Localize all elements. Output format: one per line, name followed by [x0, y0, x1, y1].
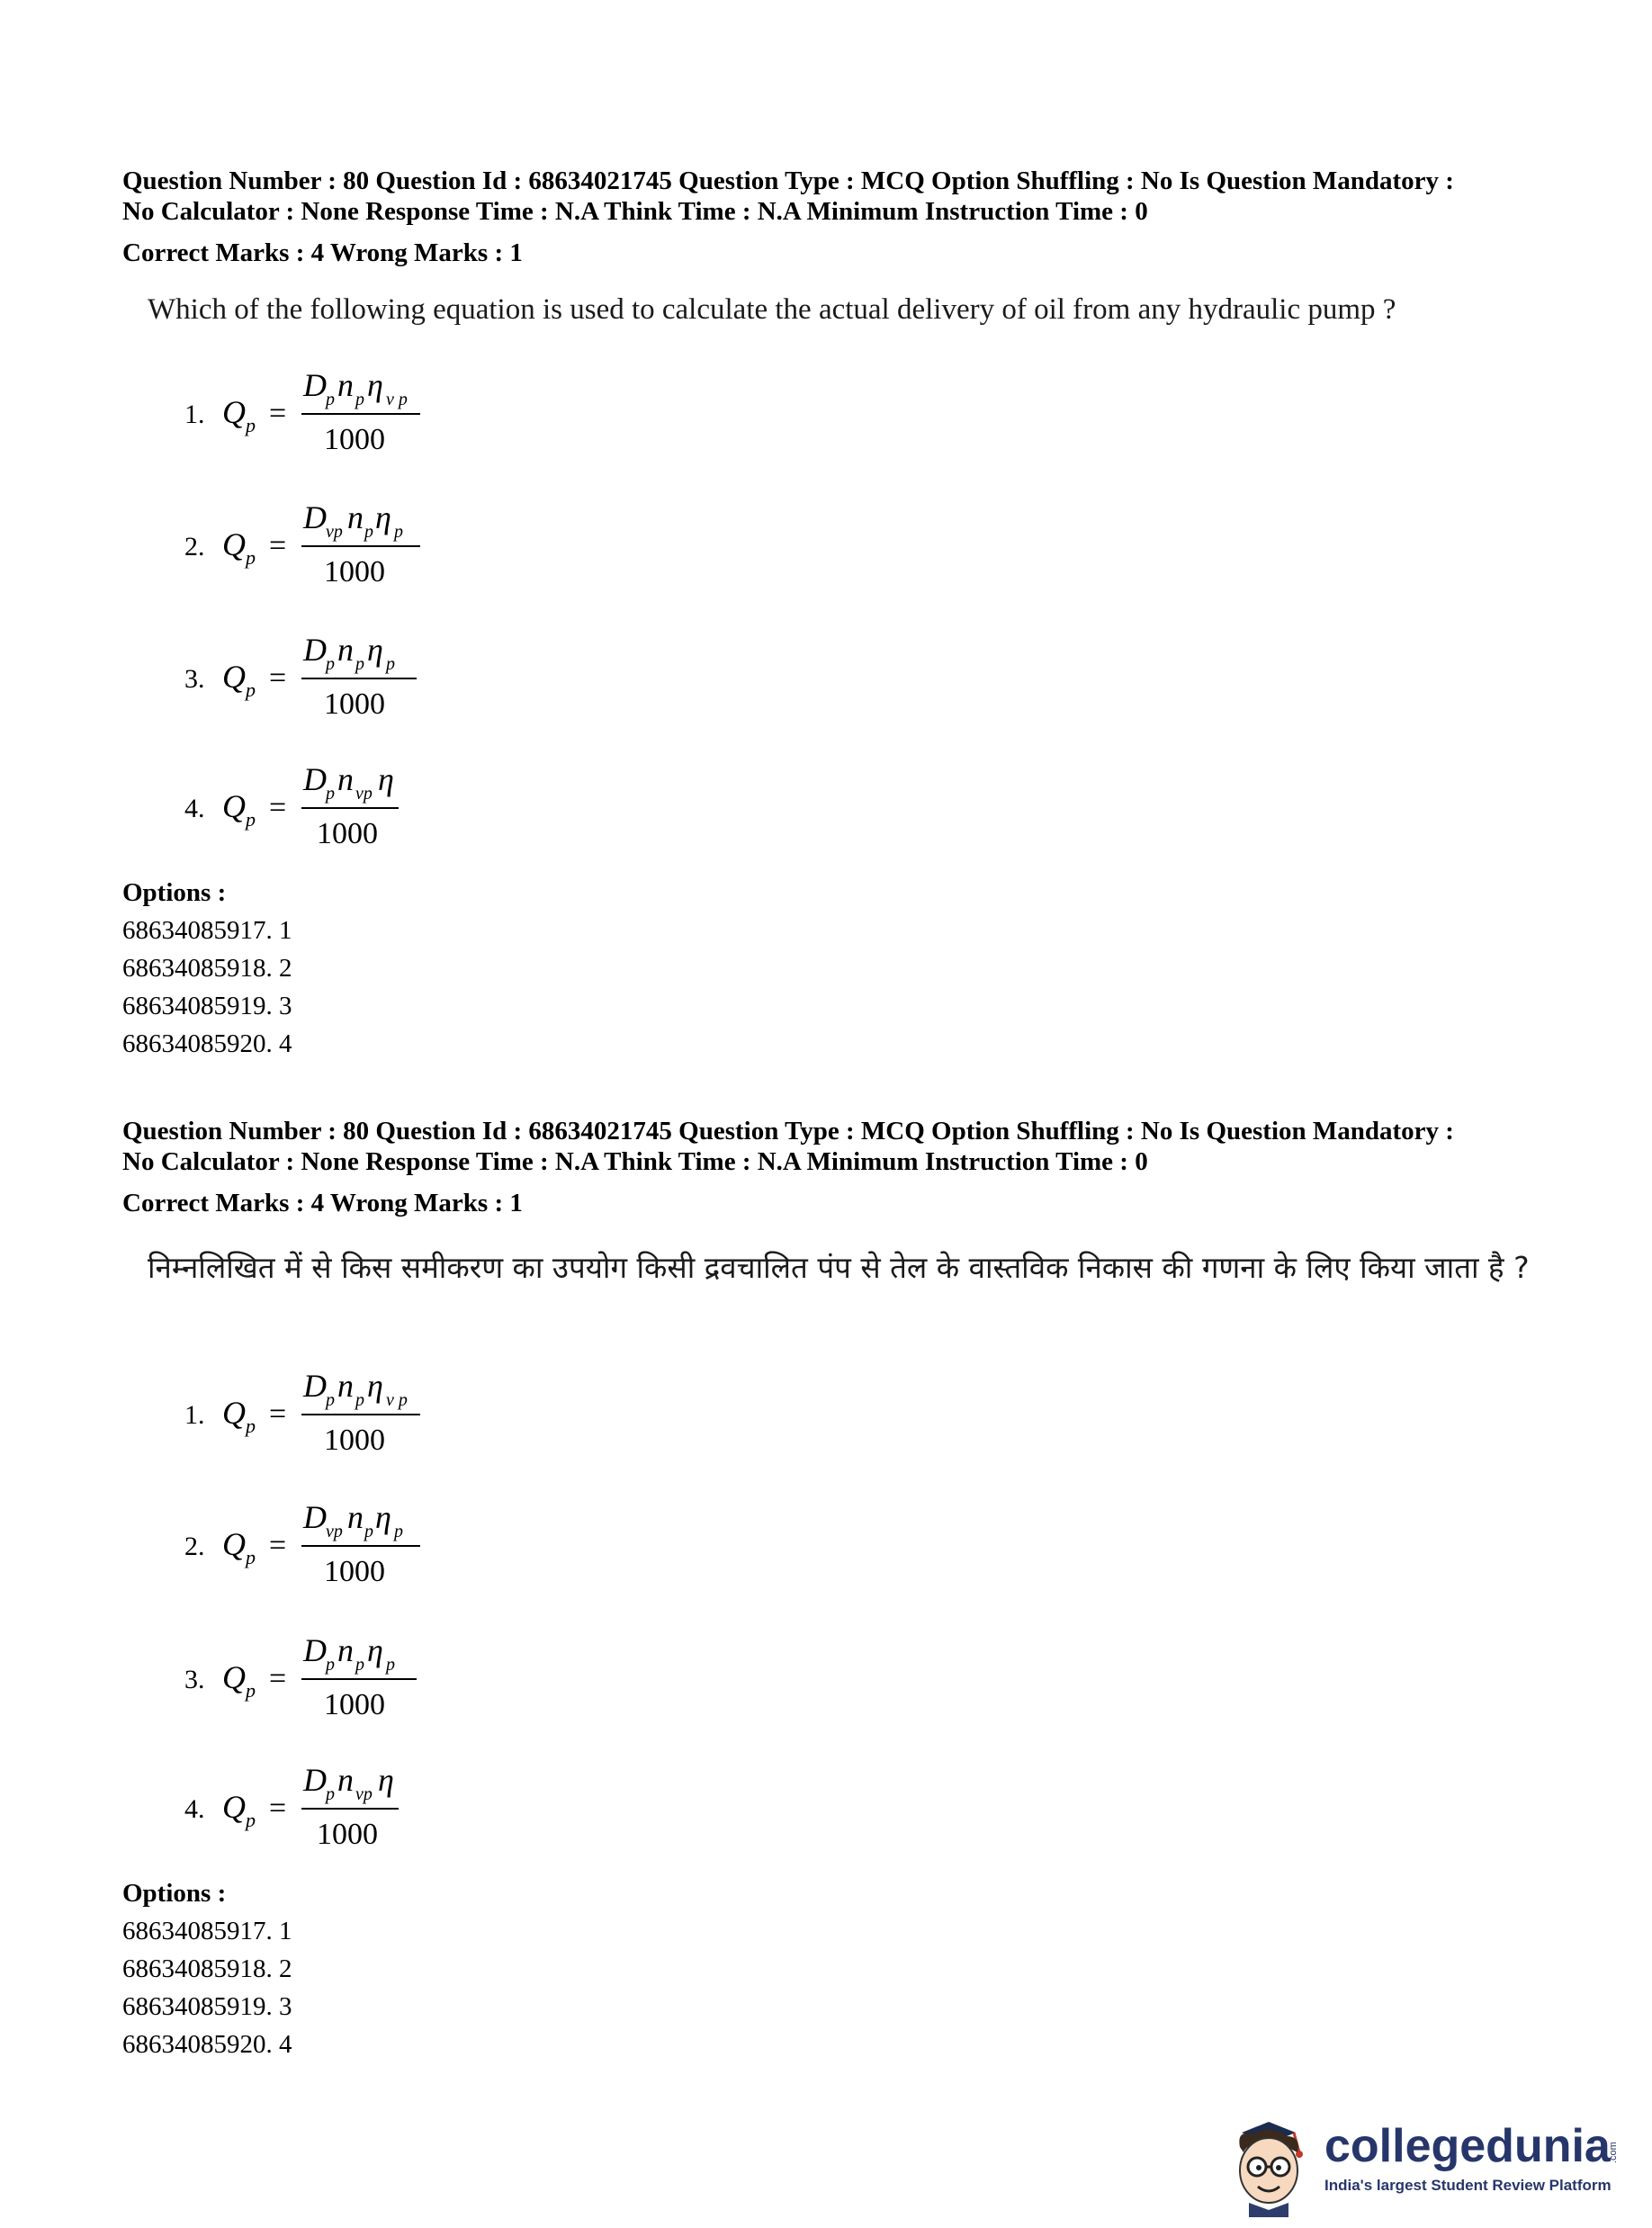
num-t2: n — [337, 632, 354, 668]
num-t3: η — [378, 1762, 394, 1798]
q2-formula-option-1 — [184, 1361, 454, 1460]
num-t3: η — [367, 1632, 383, 1668]
meta-line-1: Question Number : 80 Question Id : 68634021745 Question Type : MCQ Option Shuffling : No Is Question Mandatory : — [122, 166, 1454, 195]
q1-formula-option-1 — [184, 360, 454, 459]
q2-formula-option-3 — [184, 1625, 454, 1724]
formula-eq: = — [269, 1529, 287, 1562]
formula-den: 1000 — [324, 1688, 385, 1721]
formula-lhs: Q — [222, 526, 246, 562]
collegedunia-logo — [1224, 2097, 1638, 2223]
num-s1: p — [326, 654, 335, 674]
q1-option-id-2: 68634085918. 2 — [122, 954, 292, 983]
meta-line-2: No Calculator : None Response Time : N.A Think Time : N.A Minimum Instruction Time : 0 — [122, 197, 1148, 226]
num-t3: η — [375, 1499, 391, 1535]
num-s2: vp — [355, 784, 373, 804]
formula-lhs-sub: p — [246, 1809, 256, 1831]
formula-number: 1. — [184, 1400, 205, 1430]
question-2-marks: Correct Marks : 4 Wrong Marks : 1 — [122, 1189, 523, 1217]
formula-den: 1000 — [324, 1424, 385, 1457]
formula-den: 1000 — [324, 423, 385, 456]
num-t2: n — [347, 499, 364, 535]
num-s2: p — [355, 1655, 364, 1675]
formula-lhs: Q — [222, 1659, 246, 1695]
question-1-marks: Correct Marks : 4 Wrong Marks : 1 — [122, 238, 523, 267]
num-s3: p — [386, 654, 395, 674]
num-t2: n — [337, 761, 354, 797]
formula-eq: = — [269, 1662, 287, 1695]
num-s2: p — [364, 1522, 373, 1541]
meta-line-2: No Calculator : None Response Time : N.A Think Time : N.A Minimum Instruction Time : 0 — [122, 1147, 1148, 1176]
num-t2: n — [337, 1368, 354, 1404]
num-t1: D — [303, 1368, 327, 1404]
formula-den: 1000 — [317, 1818, 378, 1851]
formula-den: 1000 — [324, 687, 385, 721]
num-s2: vp — [355, 1784, 373, 1804]
num-t1: D — [303, 1499, 327, 1535]
formula-number: 4. — [184, 794, 205, 823]
num-t3: η — [375, 499, 391, 535]
q1-option-id-4: 68634085920. 4 — [122, 1029, 292, 1058]
formula-lhs-sub: p — [246, 808, 256, 831]
question-2-text: निम्नलिखित में से किस समीकरण का उपयोग किसी द्रवचालित पंप से तेल के वास्तविक निकास की गणना के लिए किया जाता है ? — [148, 1250, 1530, 1285]
num-t2: n — [337, 367, 354, 403]
num-t3: η — [367, 367, 383, 403]
num-t3: η — [378, 761, 394, 797]
logo-name: collegedunia — [1324, 2120, 1611, 2172]
q1-option-id-3: 68634085919. 3 — [122, 992, 292, 1020]
num-t2: n — [337, 1632, 354, 1668]
q2-option-id-1: 68634085917. 1 — [122, 1917, 292, 1945]
num-t1: D — [303, 761, 327, 797]
q2-formula-option-2 — [184, 1492, 454, 1591]
formula-lhs-sub: p — [246, 678, 256, 701]
q2-option-id-4: 68634085920. 4 — [122, 2030, 292, 2059]
num-s1: vp — [326, 522, 343, 542]
num-s1: vp — [326, 1522, 343, 1541]
q2-options-title: Options : — [122, 1879, 227, 1908]
num-t1: D — [303, 632, 327, 668]
formula-lhs-sub: p — [246, 1546, 256, 1568]
num-s3: v p — [386, 1390, 408, 1410]
formula-eq: = — [269, 1792, 287, 1825]
num-t1: D — [303, 499, 327, 535]
num-s3: p — [394, 522, 403, 542]
formula-lhs-sub: p — [246, 546, 256, 569]
num-t2: n — [337, 1762, 354, 1798]
formula-lhs: Q — [222, 659, 246, 695]
formula-lhs: Q — [222, 1395, 246, 1431]
q1-option-id-1: 68634085917. 1 — [122, 916, 292, 945]
formula-eq: = — [269, 529, 287, 562]
num-s3: p — [394, 1522, 403, 1541]
formula-lhs-sub: p — [246, 414, 256, 436]
num-s2: p — [355, 654, 364, 674]
num-s1: p — [326, 390, 335, 409]
formula-number: 3. — [184, 664, 205, 694]
formula-number: 3. — [184, 1665, 205, 1694]
num-s1: p — [326, 1390, 335, 1410]
formula-number: 4. — [184, 1794, 205, 1824]
formula-den: 1000 — [324, 1555, 385, 1588]
num-s1: p — [326, 784, 335, 804]
question-2-meta — [122, 1116, 1562, 1177]
formula-den: 1000 — [324, 555, 385, 588]
formula-lhs: Q — [222, 1526, 246, 1562]
q2-option-id-3: 68634085919. 3 — [122, 1992, 292, 2021]
q2-option-id-2: 68634085918. 2 — [122, 1954, 292, 1983]
formula-number: 2. — [184, 1532, 205, 1561]
question-1-text: Which of the following equation is used to calculate the actual delivery of oil from any hydraulic pump ? — [148, 293, 1396, 326]
formula-number: 1. — [184, 400, 205, 429]
q2-formula-option-4 — [184, 1755, 454, 1854]
formula-lhs-sub: p — [246, 1415, 256, 1437]
meta-line-1: Question Number : 80 Question Id : 68634021745 Question Type : MCQ Option Shuffling : No Is Question Mandatory : — [122, 1117, 1454, 1145]
formula-lhs-sub: p — [246, 1679, 256, 1702]
q1-formula-option-3 — [184, 624, 454, 723]
formula-lhs: Q — [222, 788, 246, 824]
num-s2: p — [355, 1390, 364, 1410]
num-s1: p — [326, 1784, 335, 1804]
num-t1: D — [303, 1632, 327, 1668]
formula-lhs: Q — [222, 1789, 246, 1825]
num-s2: p — [355, 390, 364, 409]
mascot-icon — [1239, 2122, 1303, 2217]
formula-eq: = — [269, 1397, 287, 1431]
num-t3: η — [367, 632, 383, 668]
question-1-meta — [122, 166, 1562, 227]
num-t1: D — [303, 1762, 327, 1798]
num-t1: D — [303, 367, 327, 403]
num-s3: v p — [386, 390, 408, 409]
formula-den: 1000 — [317, 817, 378, 850]
formula-eq: = — [269, 791, 287, 824]
formula-lhs: Q — [222, 394, 246, 430]
num-s2: p — [364, 522, 373, 542]
q1-options-title: Options : — [122, 878, 227, 907]
formula-eq: = — [269, 661, 287, 695]
logo-suffix: .com — [1608, 2142, 1619, 2163]
num-t2: n — [347, 1499, 364, 1535]
num-t3: η — [367, 1368, 383, 1404]
logo-tagline: India's largest Student Review Platform — [1324, 2177, 1612, 2194]
q1-formula-option-2 — [184, 492, 454, 591]
formula-number: 2. — [184, 532, 205, 561]
q1-formula-option-4 — [184, 754, 454, 853]
formula-eq: = — [269, 397, 287, 430]
num-s1: p — [326, 1655, 335, 1675]
num-s3: p — [386, 1655, 395, 1675]
